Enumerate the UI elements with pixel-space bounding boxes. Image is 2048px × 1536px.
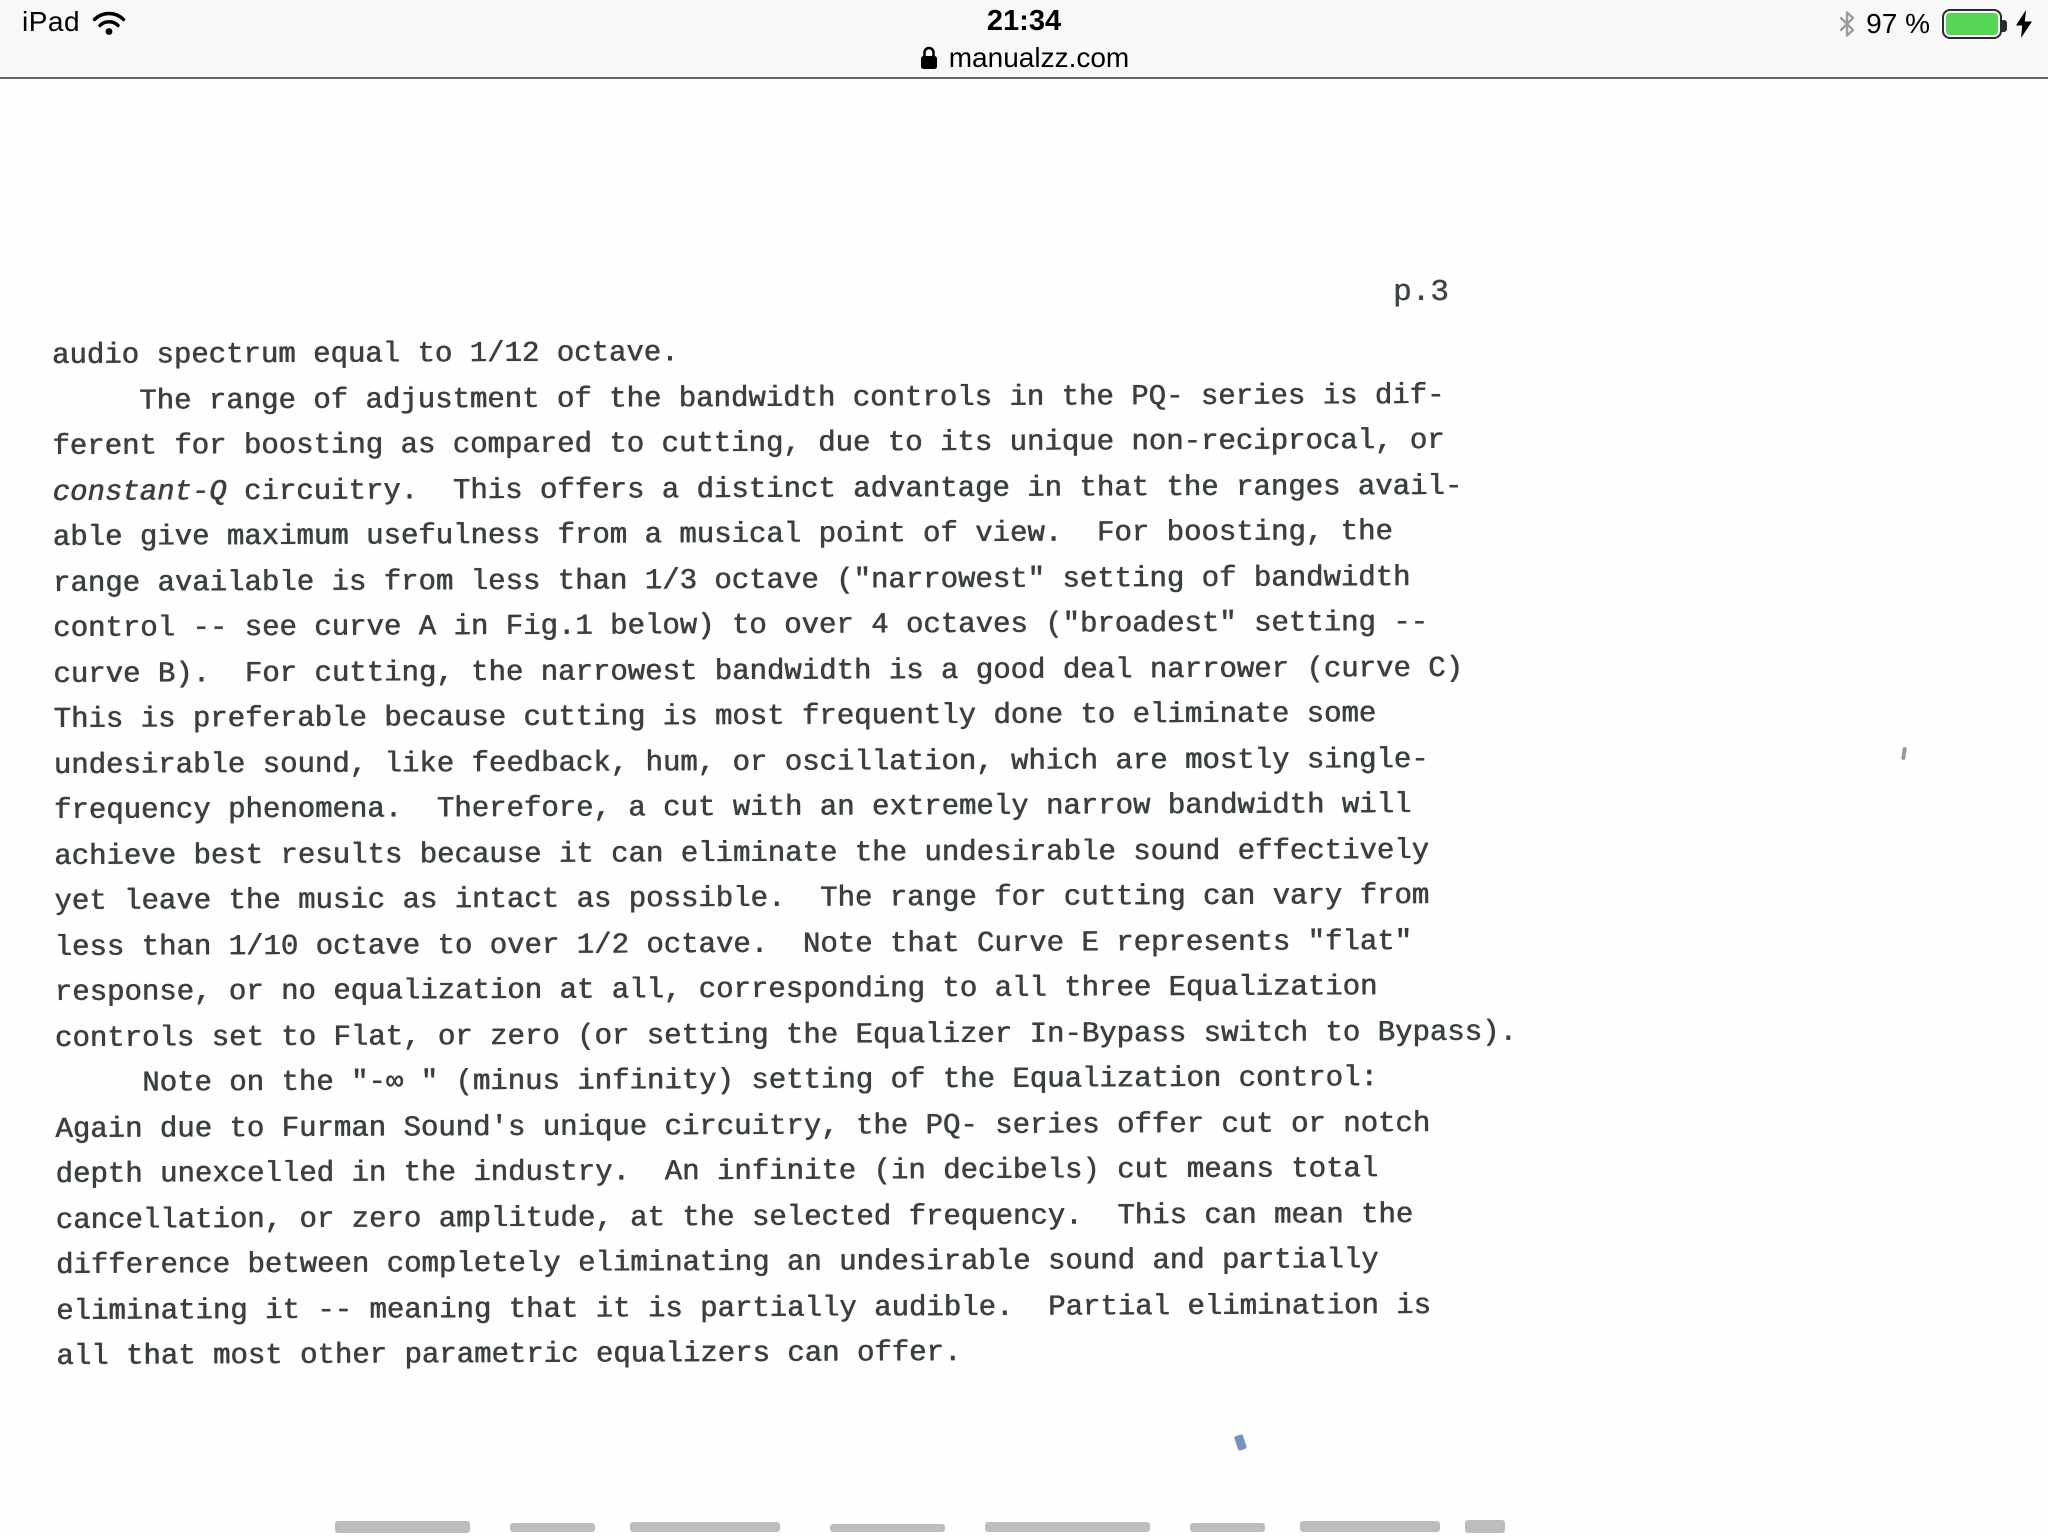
document-text-line: The range of adjustment of the bandwidth controls in the PQ- series is dif-: [52, 378, 1445, 418]
document-text-line: cancellation, or zero amplitude, at the selected frequency. This can mean the: [55, 1197, 1414, 1237]
document-text-line: able give maximum usefulness from a musical point of view. For boosting, the: [52, 515, 1393, 554]
document-text-line: Again due to Furman Sound's unique circuitry, the PQ- series offer cut or notch: [55, 1106, 1431, 1146]
battery-icon: [1942, 9, 2002, 39]
document-page[interactable]: [0, 79, 2048, 1534]
document-text-line: achieve best results because it can eliminate the undesirable sound effectively: [54, 833, 1430, 873]
carrier-label: iPad: [22, 6, 81, 37]
document-text-line: audio spectrum equal to 1/12 octave.: [52, 336, 679, 372]
clock: 21:34: [986, 5, 1062, 37]
document-text-line: constant-Q circuitry. This offers a distinct advantage in that the ranges avail-: [52, 469, 1463, 509]
url-domain: manualzz.com: [948, 42, 1130, 73]
url-bar[interactable]: [0, 41, 2048, 75]
document-text: [52, 327, 1518, 1380]
battery-percent: 97 %: [1866, 8, 1930, 39]
document-text-line: range available is from less than 1/3 octave ("narrowest" setting of bandwidth: [53, 560, 1411, 600]
lock-icon: [919, 45, 939, 71]
document-text-line: less than 1/10 octave to over 1/2 octave. Note that Curve E represents "flat": [54, 924, 1413, 964]
status-bar-right: [1838, 8, 2032, 40]
page-number: p.3: [1393, 275, 1449, 310]
document-text-line: ferent for boosting as compared to cutting, due to its unique non-reciprocal, or: [52, 423, 1445, 463]
document-text-line: eliminating it -- meaning that it is partially audible. Partial elimination is: [56, 1288, 1432, 1328]
charging-bolt-icon: [2016, 10, 2032, 38]
document-text-line: response, or no equalization at all, corresponding to all three Equalization: [54, 970, 1378, 1009]
bluetooth-icon: [1838, 10, 1856, 38]
document-text-line: undesirable sound, like feedback, hum, or oscillation, which are mostly single-: [53, 742, 1429, 782]
document-text-line: difference between completely eliminating an undesirable sound and partially: [55, 1243, 1379, 1282]
document-text-line: depth unexcelled in the industry. An infinite (in decibels) cut means total: [55, 1152, 1379, 1191]
document-text-line: control -- see curve A in Fig.1 below) to over 4 octaves ("broadest" setting --: [53, 605, 1429, 645]
document-text-line: Note on the "-∞ " (minus infinity) setting of the Equalization control:: [55, 1061, 1378, 1100]
document-text-line: all that most other parametric equalizers can offer.: [56, 1336, 962, 1373]
document-text-line: yet leave the music as intact as possible. The range for cutting can vary from: [54, 878, 1430, 918]
scan-speck-blue: [1234, 1434, 1247, 1451]
scan-speck: [1901, 747, 1907, 760]
document-text-line: curve B). For cutting, the narrowest bandwidth is a good deal narrower (curve C): [53, 651, 1464, 691]
document-text-line: frequency phenomena. Therefore, a cut with an extremely narrow bandwidth will: [54, 788, 1412, 827]
battery-tip: [2002, 20, 2007, 32]
document-text-line: This is preferable because cutting is most frequently done to eliminate some: [53, 697, 1377, 736]
partially-visible-next-line: [335, 1507, 1505, 1534]
status-bar: [0, 0, 2048, 79]
battery-fill: [1946, 13, 1998, 35]
document-text-line: controls set to Flat, or zero (or setting the Equalizer In-Bypass switch to Bypass).: [55, 1015, 1517, 1055]
